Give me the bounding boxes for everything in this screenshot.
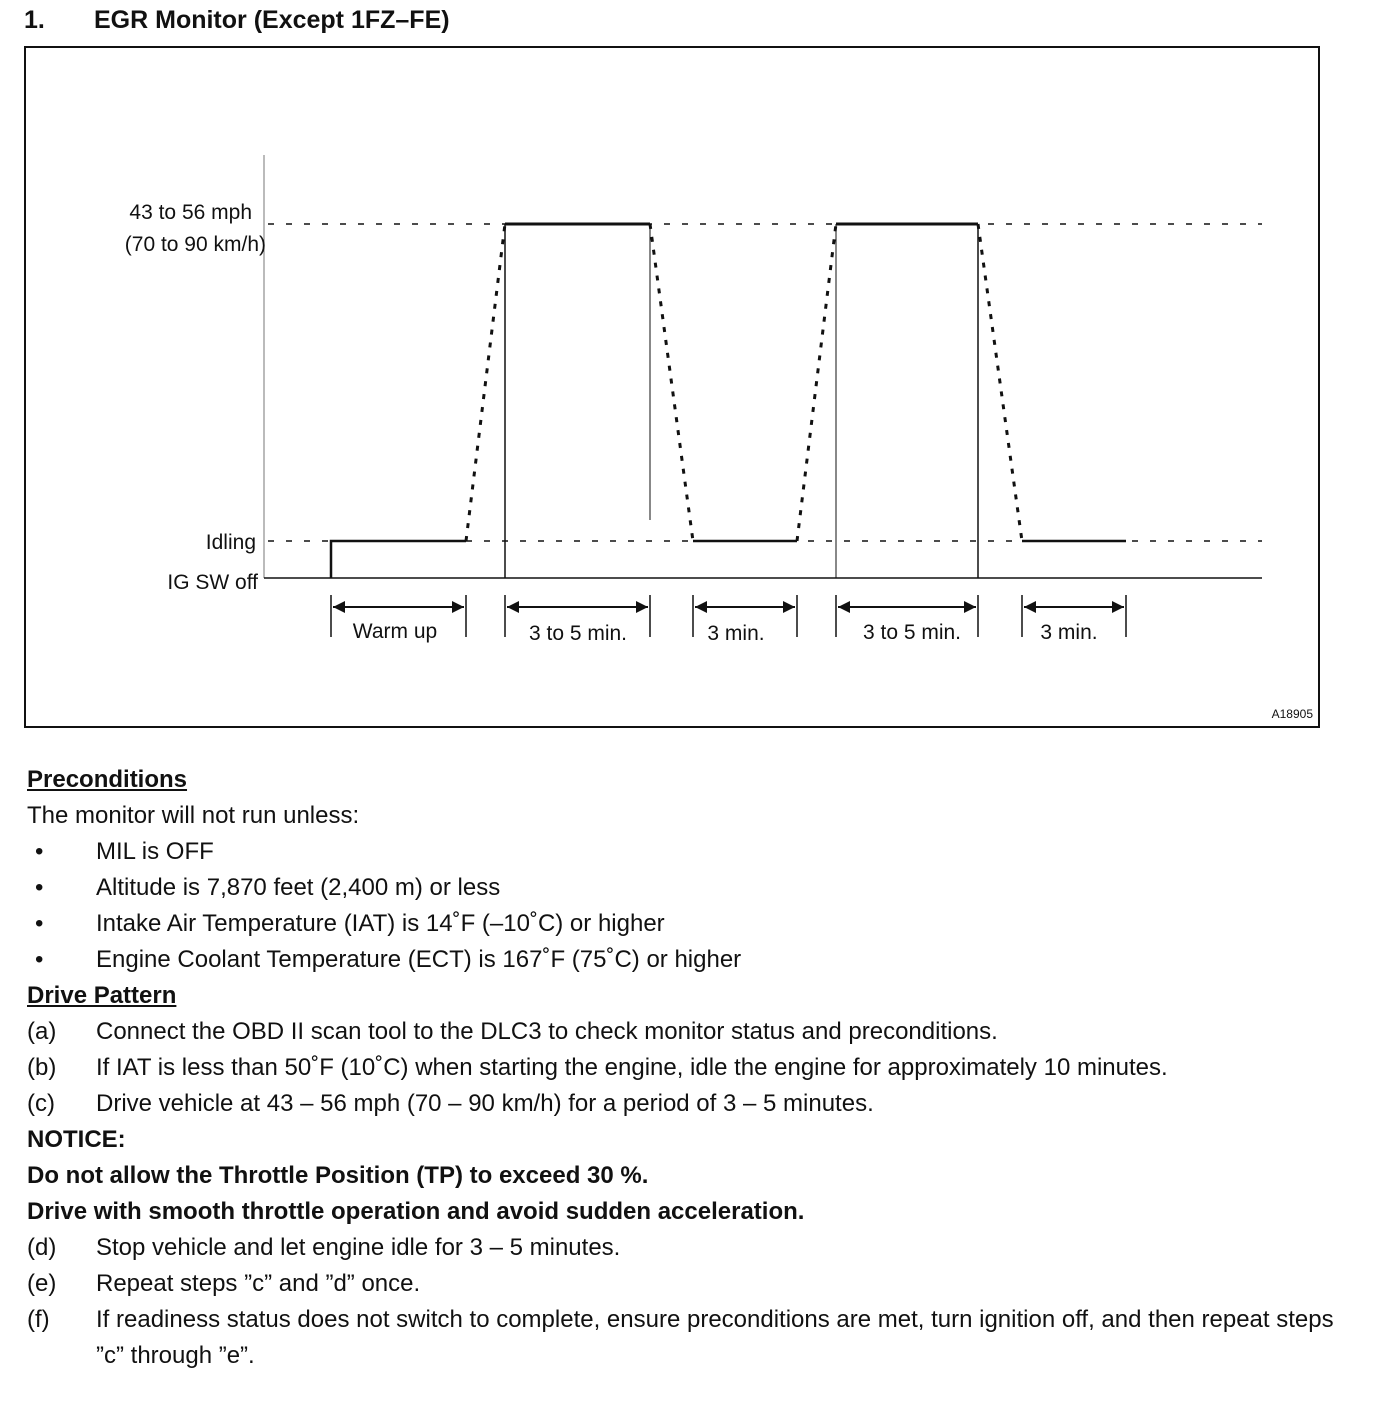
ig-sw-off-label: IG SW off	[167, 571, 258, 594]
precondition-item	[27, 942, 1347, 978]
procedure-text	[27, 762, 1347, 1374]
preconditions-heading: Preconditions	[27, 766, 188, 793]
period-arrow-warm-up	[333, 601, 464, 613]
step-label: (b)	[27, 1054, 57, 1081]
period-arrow-cruise-1	[507, 601, 648, 613]
precondition-text: Intake Air Temperature (IAT) is 14˚F (–10˚C) or higher	[96, 910, 665, 937]
section-number: 1.	[24, 6, 45, 34]
notice-heading: NOTICE:	[27, 1126, 126, 1153]
period-arrow-idle-2	[1024, 601, 1124, 613]
step-label: (e)	[27, 1270, 57, 1297]
step-label: (a)	[27, 1018, 57, 1045]
period-label-cruise-1: 3 to 5 min.	[528, 622, 628, 645]
precondition-text: Altitude is 7,870 feet (2,400 m) or less	[96, 874, 501, 901]
drive-step	[27, 1266, 1347, 1302]
drive-step	[27, 1230, 1347, 1266]
drive-step	[27, 1302, 1347, 1374]
period-label-idle-1: 3 min.	[707, 622, 765, 645]
period-label-idle-2: 3 min.	[1040, 621, 1098, 644]
step-text: If readiness status does not switch to complete, ensure preconditions are met, turn ignition off, and then repeat steps ”c” through ”e”.	[96, 1306, 1334, 1369]
precondition-item	[27, 906, 1347, 942]
diagram-frame	[25, 47, 1319, 727]
step-text: If IAT is less than 50˚F (10˚C) when starting the engine, idle the engine for approximately 10 minutes.	[96, 1054, 1168, 1081]
drive-step	[27, 1050, 1347, 1086]
bullet-mark: •	[35, 838, 44, 865]
step-text: Stop vehicle and let engine idle for 3 – 5 minutes.	[96, 1234, 621, 1261]
warm-up-idle-segment	[331, 541, 466, 578]
accel-ramp-2	[797, 224, 836, 541]
precondition-text: MIL is OFF	[96, 838, 214, 865]
step-text: Repeat steps ”c” and ”d” once.	[96, 1270, 421, 1297]
drive-step	[27, 1086, 1347, 1122]
idle-label: Idling	[205, 531, 256, 554]
bullet-mark: •	[35, 874, 44, 901]
step-label: (f)	[27, 1306, 50, 1333]
step-label: (d)	[27, 1234, 57, 1261]
speed-label-mph: 43 to 56 mph	[129, 201, 252, 224]
period-label-cruise-2: 3 to 5 min.	[862, 621, 962, 644]
notice-line: Drive with smooth throttle operation and avoid sudden acceleration.	[27, 1198, 805, 1225]
decel-ramp-1	[650, 224, 693, 541]
precondition-text: Engine Coolant Temperature (ECT) is 167˚F (75˚C) or higher	[96, 946, 742, 973]
notice-line: Do not allow the Throttle Position (TP) to exceed 30 %.	[27, 1162, 649, 1189]
preconditions-intro: The monitor will not run unless:	[27, 802, 360, 829]
speed-label-kmh: (70 to 90 km/h)	[124, 233, 266, 256]
figure-id: A18905	[1271, 707, 1313, 721]
period-arrow-idle-1	[695, 601, 795, 613]
period-arrow-cruise-2	[838, 601, 976, 613]
precondition-item	[27, 870, 1347, 906]
decel-ramp-2	[978, 224, 1022, 541]
drive-pattern-heading: Drive Pattern	[27, 982, 177, 1009]
step-text: Drive vehicle at 43 – 56 mph (70 – 90 km/h) for a period of 3 – 5 minutes.	[96, 1090, 874, 1117]
section-title-text: EGR Monitor (Except 1FZ–FE)	[94, 6, 450, 34]
step-text: Connect the OBD II scan tool to the DLC3 to check monitor status and preconditions.	[96, 1018, 998, 1045]
accel-ramp-1	[466, 224, 505, 541]
bullet-mark: •	[35, 946, 44, 973]
bullet-mark: •	[35, 910, 44, 937]
precondition-item	[27, 834, 1347, 870]
period-label-warm-up: Warm up	[352, 620, 438, 643]
drive-step	[27, 1014, 1347, 1050]
step-label: (c)	[27, 1090, 55, 1117]
